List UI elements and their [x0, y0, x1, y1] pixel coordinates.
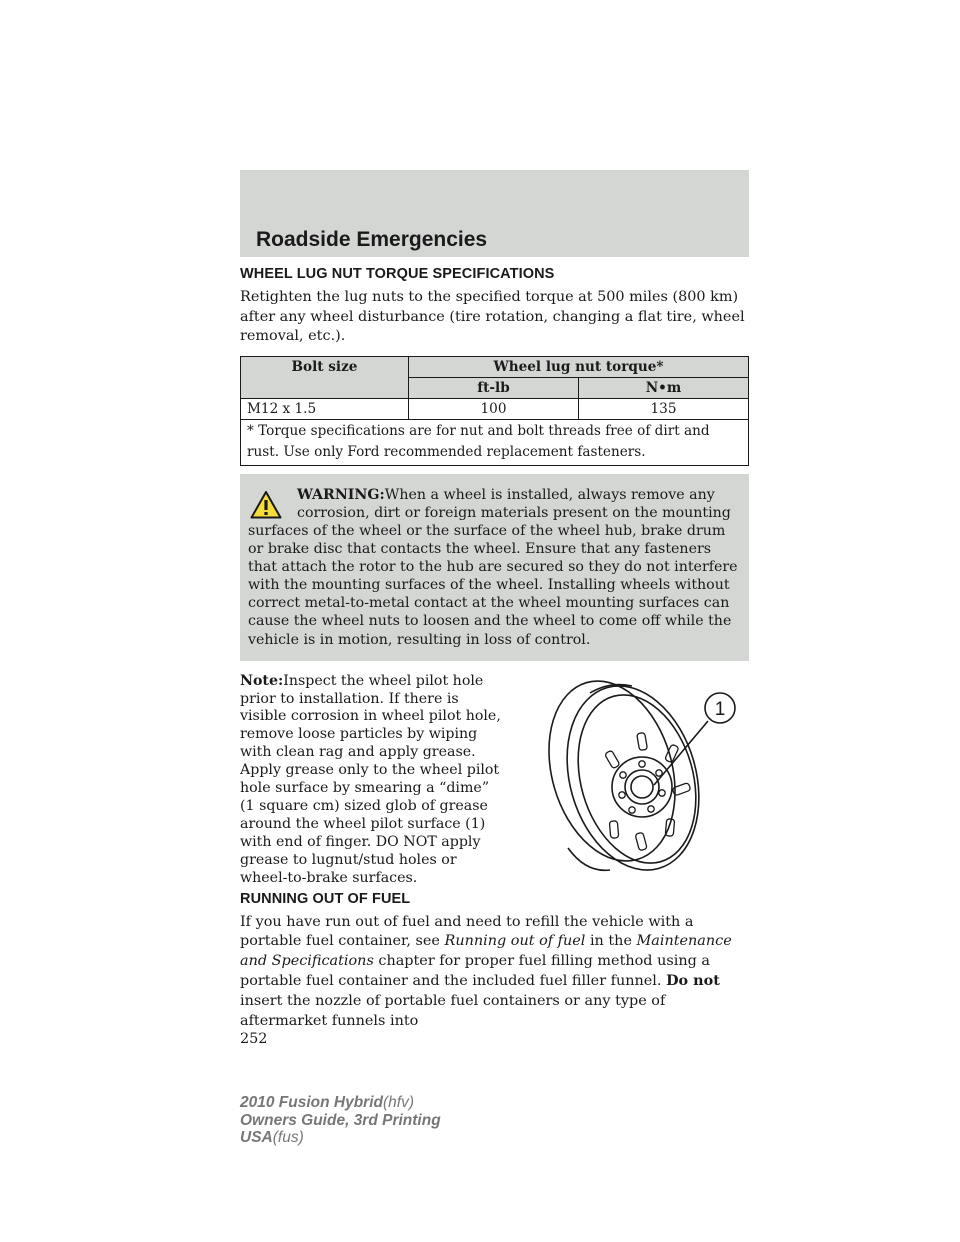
unit-nm: N•m — [579, 377, 749, 398]
warning-box — [240, 474, 749, 661]
fuel-text-b: in the — [585, 933, 637, 950]
col-bolt-size: Bolt size — [241, 356, 409, 398]
fuel-ref-running-out: Running out of fuel — [444, 933, 586, 950]
torque-footnote: * Torque specifications are for nut and bolt threads free of dirt and rust. Use only Ford recommended replacement fasteners. — [241, 419, 749, 465]
footer — [240, 1094, 441, 1147]
nm-cell: 135 — [579, 398, 749, 419]
warning-first-lines — [248, 486, 739, 522]
fuel-do-not: Do not — [666, 972, 720, 990]
footer-model: 2010 Fusion Hybrid — [240, 1094, 383, 1111]
chapter-title: Roadside Emergencies — [256, 228, 488, 251]
page-content — [240, 266, 749, 1031]
callout-number: 1 — [714, 698, 726, 720]
table-row — [241, 398, 749, 419]
note-label: Note: — [240, 672, 284, 689]
unit-ftlb: ft-lb — [409, 377, 579, 398]
footer-line-2: Owners Guide, 3rd Printing — [240, 1111, 441, 1129]
note-text: Inspect the wheel pilot hole prior to installation. If there is visible corrosion in wheel pilot hole, remove loose particles by wiping with clean rag and apply grease. Apply grease only to the wheel pilot hole surface by smearing a “dime” (1 square cm) sized glob of grease around the wheel pilot surface (1) with end of finger. DO NOT apply grease to lugnut/stud holes or wheel-to-brake surfaces. — [240, 672, 501, 886]
warning-label: WARNING: — [297, 486, 385, 503]
table-footnote-row — [241, 419, 749, 465]
fuel-heading: RUNNING OUT OF FUEL — [240, 890, 411, 907]
fuel-text-c: chapter for proper fuel filling method using a portable fuel container and the included fuel filler funnel. — [240, 952, 710, 990]
note-paragraph — [240, 673, 502, 888]
warning-text-first: When a wheel is installed, always remove any corrosion, dirt or foreign materials present on the mounting — [297, 486, 731, 521]
warning-text-rest: surfaces of the wheel or the surface of the wheel hub, brake drum or brake disc that contacts the wheel. Ensure that any fasteners that attach the rotor to the hub are secured so they do not interfere with the mounting surfaces of the wheel. Installing wheels without correct metal-to-metal contact at the wheel mounting surfaces can cause the wheel nuts to loosen and the wheel to come off while the vehicle is in motion, resulting in loss of control. — [248, 522, 738, 648]
fuel-text-e: insert the nozzle of portable fuel containers or any type of aftermarket funnels into — [240, 993, 666, 1029]
fuel-paragraph — [240, 913, 749, 1032]
footer-line-3 — [240, 1129, 441, 1147]
footer-market: USA — [240, 1129, 273, 1146]
note-block — [240, 672, 749, 886]
page-number: 252 — [240, 1031, 268, 1047]
chapter-header-band — [240, 170, 749, 257]
fuel-ref-maintenance: Maintenance and Specifications — [240, 933, 732, 969]
footer-model-code: (hfv) — [382, 1094, 414, 1111]
ftlb-cell: 100 — [409, 398, 579, 419]
bolt-size-cell: M12 x 1.5 — [241, 398, 409, 419]
lug-nut-intro: Retighten the lug nuts to the specified torque at 500 miles (800 km) after any wheel disturbance (tire rotation, changing a flat tire, wheel removal, etc.). — [240, 289, 745, 345]
col-torque: Wheel lug nut torque* — [409, 356, 749, 377]
fuel-text-a: If you have run out of fuel and need to refill the vehicle with a portable fuel container, see — [240, 913, 694, 950]
footer-line-1 — [240, 1094, 441, 1112]
footer-market-code: (fus) — [272, 1129, 304, 1146]
lug-nut-heading: WHEEL LUG NUT TORQUE SPECIFICATIONS — [240, 266, 555, 282]
table-header-row — [241, 356, 749, 377]
torque-spec-table — [240, 356, 749, 466]
wheel-illustration — [530, 673, 754, 891]
warning-triangle-icon — [250, 490, 282, 520]
fuel-section — [240, 891, 749, 1032]
